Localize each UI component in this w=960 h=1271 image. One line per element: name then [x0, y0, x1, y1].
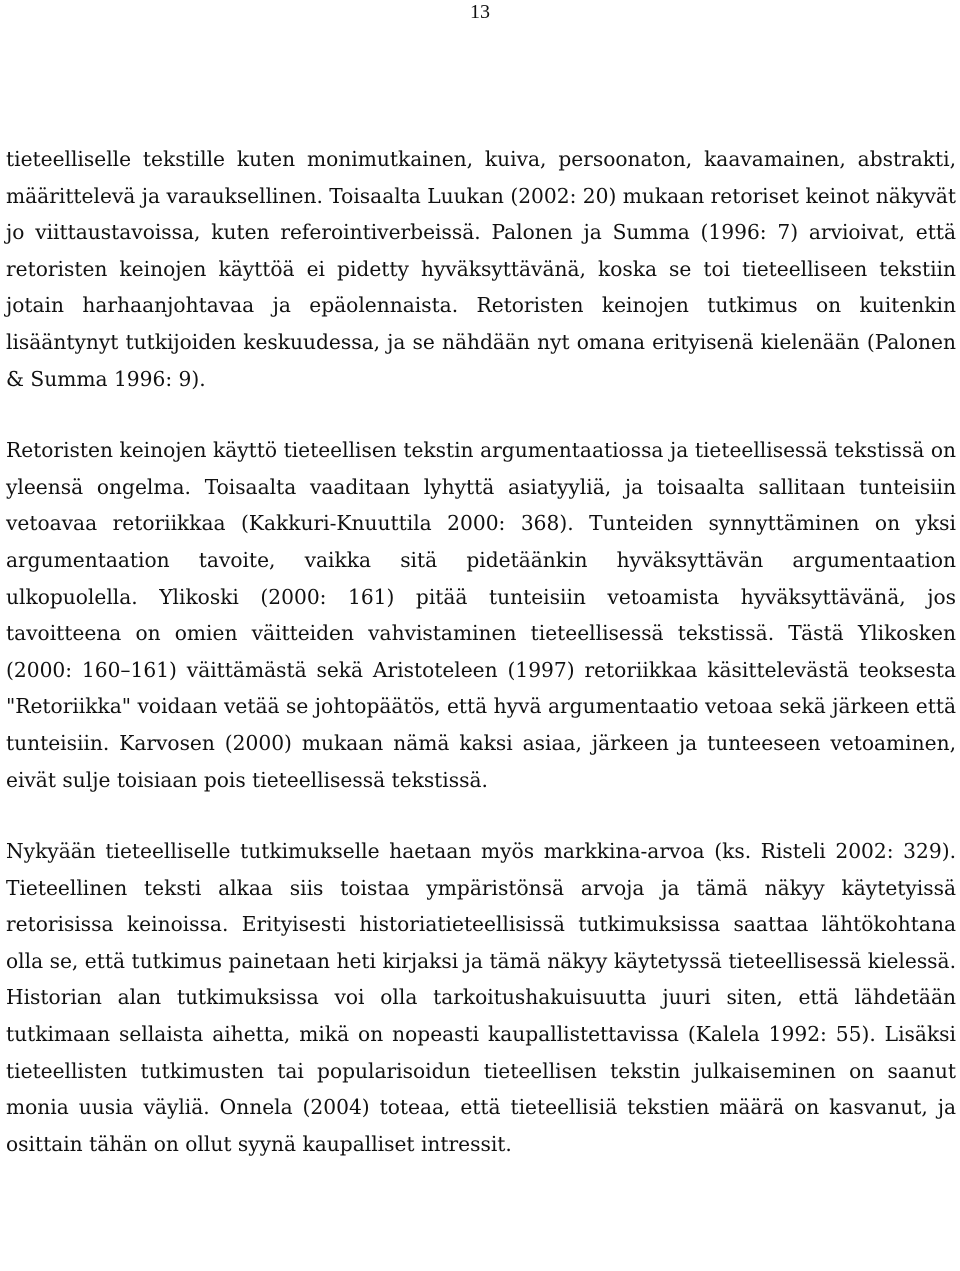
- page-number: 13: [470, 1, 490, 23]
- paragraph-1: tieteelliselle tekstille kuten monimutkainen, kuiva, persoonaton, kaavamainen, abstrakti, määrittelevä ja varauksellinen. Toisaalta Luukan (2002: 20) mukaan retoriset keinot näkyvät jo viittaustavoissa, kuten referointiverbeissä. Palonen ja Summa (1996: 7) arvioivat, että retoristen keinojen käyttöä ei pidetty hyväksyttävänä, koska se toi tieteelliseen tekstiin jotain harhaanjohtavaa ja epäolennaista. Retoristen keinojen tutkimus on kuitenkin lisääntynyt tutkijoiden keskuudessa, ja se nähdään nyt omana erityisenä kielenään (Palonen & Summa 1996: 9).: [6, 147, 957, 391]
- paragraph-2: Retoristen keinojen käyttö tieteellisen tekstin argumentaatiossa ja tieteellisessä tekstissä on yleensä ongelma. Toisaalta vaaditaan lyhyttä asiatyyliä, ja toisaalta sallitaan tunteisiin vetoavaa retoriikkaa (Kakkuri-Knuuttila 2000: 368). Tunteiden synnyttäminen on yksi argumentaation tavoite, vaikka sitä pidetäänkin hyväksyttävän argumentaation ulkopuolella. Ylikoski (2000: 161) pitää tunteisiin vetoamista hyväksyttävänä, jos tavoitteena on omien väitteiden vahvistaminen tieteellisessä tekstissä. Tästä Ylikosken (2000: 160–161) väittämästä sekä Aristoteleen (1997) retoriikkaa käsittelevästä teoksesta "Retoriikka" voidaan vetää se johtopäätös, että hyvä argumentaatio vetoaa sekä järkeen että tunteisiin. Karvosen (2000) mukaan nämä kaksi asiaa, järkeen ja tunteeseen vetoaminen, eivät sulje toisiaan pois tieteellisessä tekstissä.: [6, 438, 956, 792]
- paragraph-3: Nykyään tieteelliselle tutkimukselle haetaan myös markkina-arvoa (ks. Risteli 2002: 329). Tieteellinen teksti alkaa siis toistaa ympäristönsä arvoja ja tämä näkyy käytetyissä retorisissa keinoissa. Erityisesti historiatieteellisissä tutkimuksissa saattaa lähtökohtana olla se, että tutkimus painetaan heti kirjaksi ja tämä näkyy käytetyssä tieteellisessä kielessä. Historian alan tutkimuksissa voi olla tarkoitushakuisuutta juuri siten, että lähdetään tutkimaan sellaista aihetta, mikä on nopeasti kaupallistettavissa (Kalela 1992: 55). Lisäksi tieteellisten tutkimusten tai popularisoidun tieteellisen tekstin julkaiseminen on saanut monia uusia väyliä. Onnela (2004) toteaa, että tieteellisiä tekstien määrä on kasvanut, ja osittain tähän on ollut syynä kaupalliset intressit.: [6, 839, 956, 1156]
- body-text: [6, 141, 956, 1162]
